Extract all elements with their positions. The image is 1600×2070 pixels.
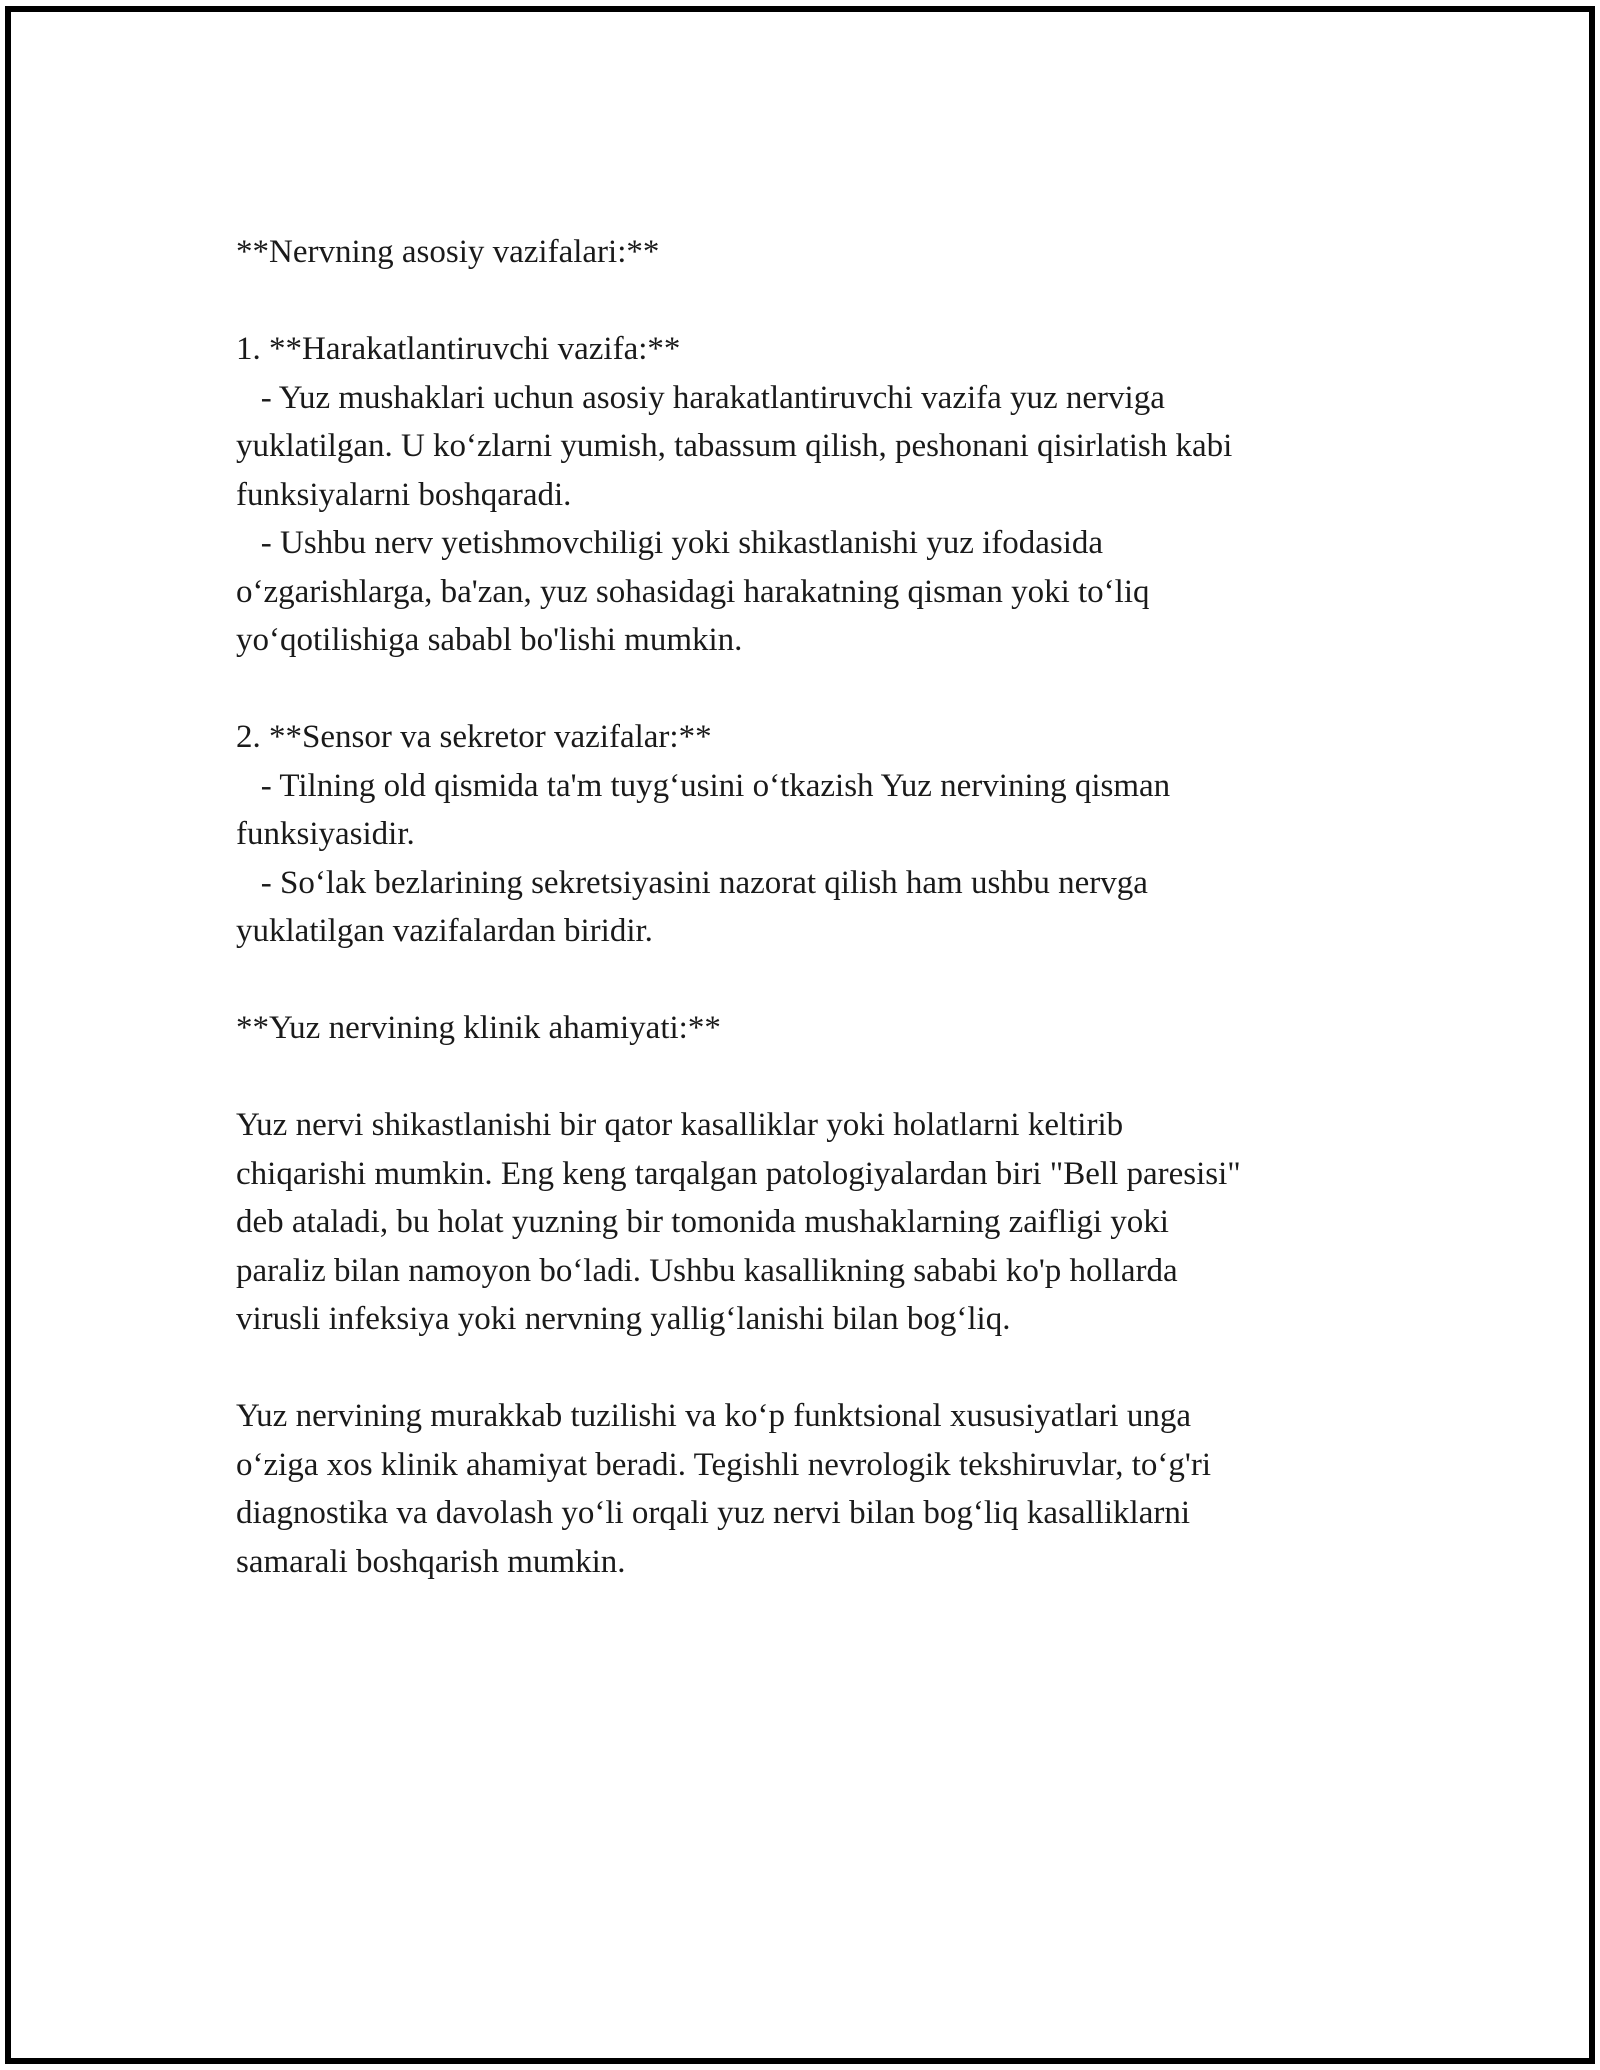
spacer [236, 1344, 1366, 1393]
item2-bullet1-line: funksiyasidir. [236, 816, 415, 852]
item2-bullet2-line: - So‘lak bezlarining sekretsiyasini nazorat qilish ham ushbu nervga [236, 864, 1148, 901]
item1-bullet2-line: o‘zgarishlarga, ba'zan, yuz sohasidagi harakatning qisman yoki to‘liq [236, 573, 1150, 610]
heading-clinical: **Yuz nervining klinik ahamiyati:** [236, 1010, 721, 1046]
paragraph2-line: o‘ziga xos klinik ahamiyat beradi. Tegishli nevrologik tekshiruvlar, to‘g'ri [236, 1446, 1211, 1483]
paragraph1-line: paraliz bilan namoyon bo‘ladi. Ushbu kasallikning sababi ko'p hollarda [236, 1252, 1178, 1289]
paragraph1-line: chiqarishi mumkin. Eng keng tarqalgan patologiyalardan biri "Bell paresisi" [236, 1155, 1241, 1192]
item2-title: 2. **Sensor va sekretor vazifalar:** [236, 719, 712, 755]
paragraph2-line: Yuz nervining murakkab tuzilishi va ko‘p funktsional xususiyatlari unga [236, 1398, 1191, 1434]
item1-bullet2-line: - Ushbu nerv yetishmovchiligi yoki shikastlanishi yuz ifodasida [236, 525, 1104, 561]
paragraph1-line: virusli infeksiya yoki nervning yallig‘lanishi bilan bog‘liq. [236, 1301, 1011, 1337]
paragraph2-line: samarali boshqarish mumkin. [236, 1543, 626, 1580]
spacer [236, 665, 1366, 714]
item1-bullet1-line: yuklatilgan. U ko‘zlarni yumish, tabassum qilish, peshonani qisirlatish kabi [236, 428, 1233, 464]
item2-bullet1-line: - Tilning old qismida ta'm tuyg‘usini o‘tkazish Yuz nervining qisman [236, 767, 1171, 804]
spacer [236, 277, 1366, 326]
document-body [236, 228, 1366, 1586]
spacer [236, 1053, 1366, 1102]
paragraph2-line: diagnostika va davolash yo‘li orqali yuz nervi bilan bog‘liq kasalliklarni [236, 1495, 1191, 1531]
item1-bullet1-line: funksiyalarni boshqaradi. [236, 476, 572, 513]
paragraph1-line: deb ataladi, bu holat yuzning bir tomonida mushaklarning zaifligi yoki [236, 1204, 1169, 1240]
item1-bullet2-line: yo‘qotilishiga sababl bo'lishi mumkin. [236, 622, 743, 658]
item1-title: 1. **Harakatlantiruvchi vazifa:** [236, 331, 681, 367]
item2-bullet2-line: yuklatilgan vazifalardan biridir. [236, 913, 653, 949]
item1-bullet1-line: - Yuz mushaklari uchun asosiy harakatlantiruvchi vazifa yuz nerviga [236, 379, 1165, 416]
heading-functions: **Nervning asosiy vazifalari:** [236, 234, 660, 270]
paragraph1-line: Yuz nervi shikastlanishi bir qator kasalliklar yoki holatlarni keltirib [236, 1107, 1124, 1143]
spacer [236, 956, 1366, 1005]
